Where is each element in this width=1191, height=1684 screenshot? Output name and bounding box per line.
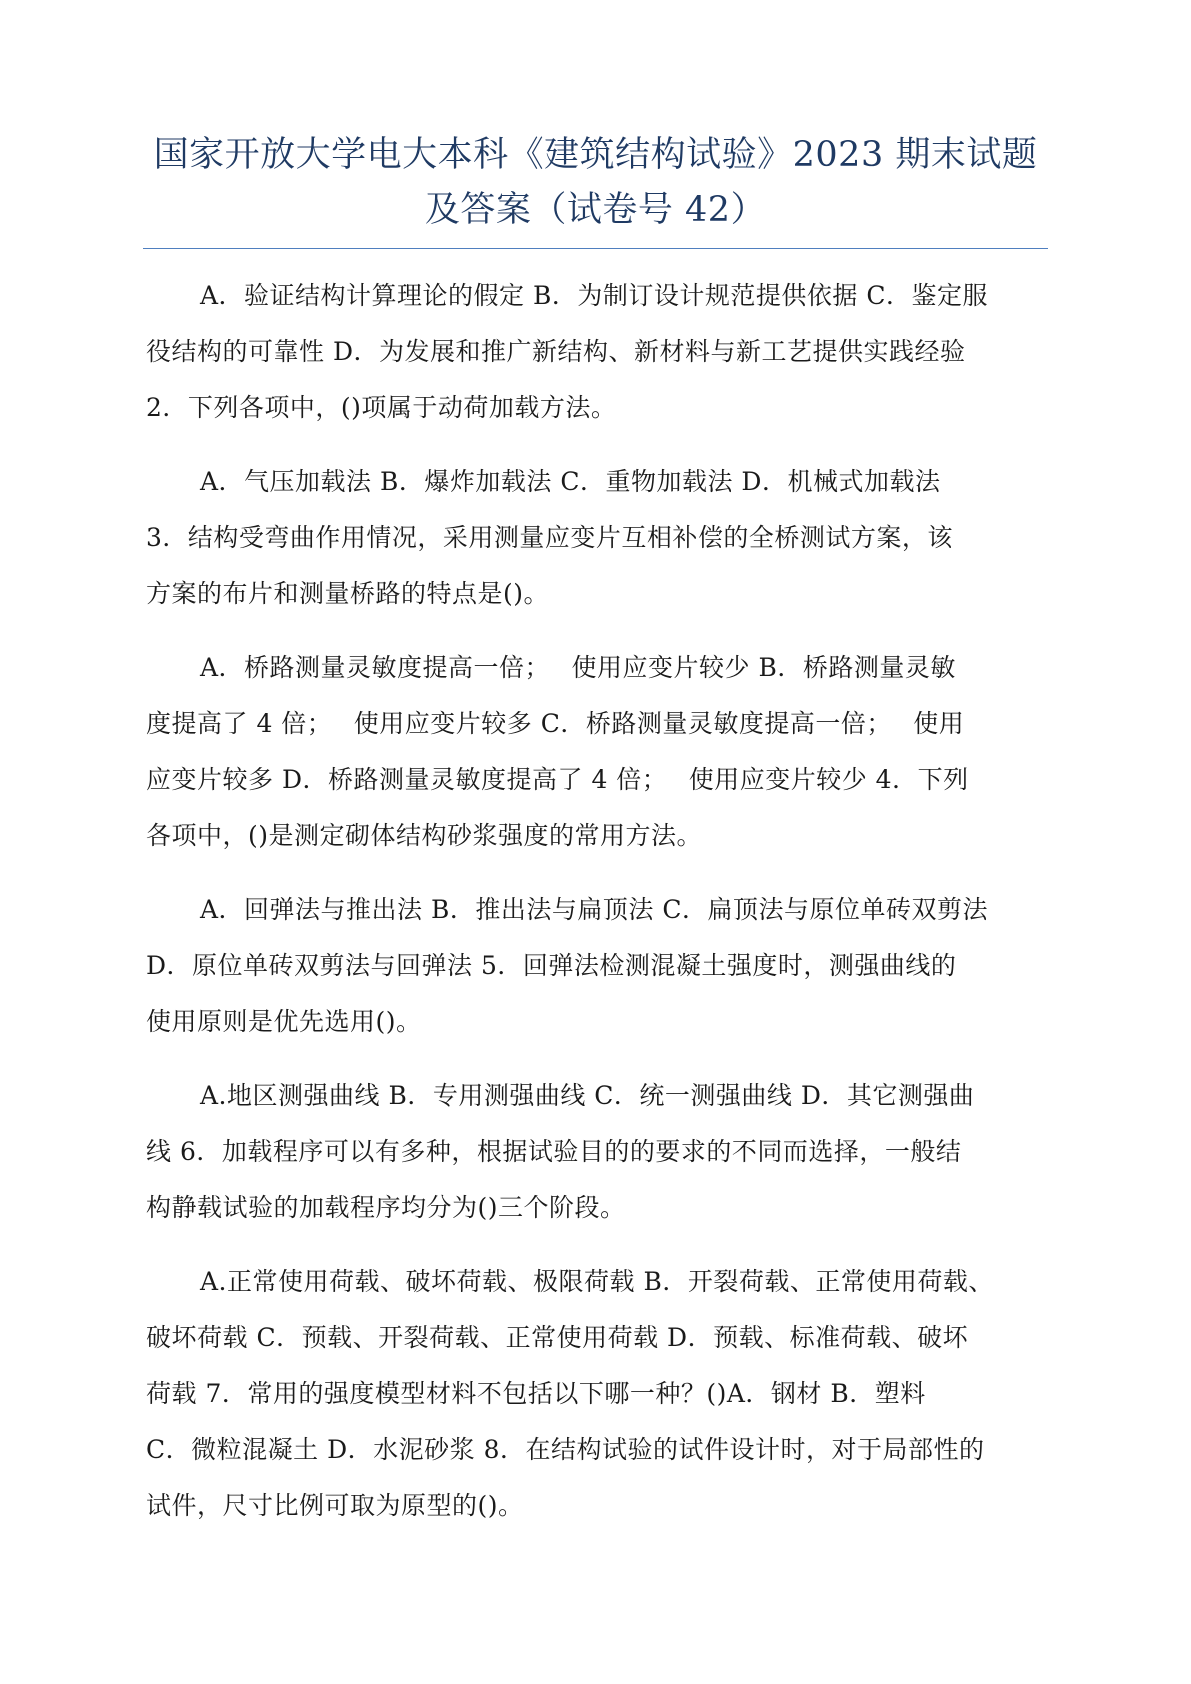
document-body <box>146 268 1071 1552</box>
text-line: 荷载 7．常用的强度模型材料不包括以下哪一种？()A．钢材 B．塑料 <box>146 1379 926 1408</box>
text-line: 度提高了 4 倍； 使用应变片较多 C．桥路测量灵敏度提高一倍； 使用 <box>146 709 965 738</box>
title-line-2: 及答案（试卷号 42） <box>424 190 767 230</box>
text-line: 方案的布片和测量桥路的特点是()。 <box>146 579 550 608</box>
title-divider <box>143 248 1048 249</box>
text-line: A．气压加载法 B．爆炸加载法 C．重物加载法 D．机械式加载法 <box>200 467 941 496</box>
text-line: 线 6．加载程序可以有多种，根据试验目的的要求的不同而选择，一般结 <box>146 1137 962 1166</box>
text-line: 3．结构受弯曲作用情况，采用测量应变片互相补偿的全桥测试方案，该 <box>146 523 953 552</box>
text-line: 各项中，()是测定砌体结构砂浆强度的常用方法。 <box>146 821 703 850</box>
paragraph-1 <box>146 268 1071 436</box>
paragraph-5 <box>146 1068 1071 1236</box>
paragraph-3 <box>146 640 1071 864</box>
text-line: A.正常使用荷载、破坏荷载、极限荷载 B．开裂荷载、正常使用荷载、 <box>200 1267 994 1296</box>
text-line: A.地区测强曲线 B．专用测强曲线 C．统一测强曲线 D．其它测强曲 <box>200 1081 975 1110</box>
text-line: 应变片较多 D．桥路测量灵敏度提高了 4 倍； 使用应变片较少 4．下列 <box>146 765 969 794</box>
text-line: C．微粒混凝土 D．水泥砂浆 8．在结构试验的试件设计时，对于局部性的 <box>146 1435 985 1464</box>
text-line: D．原位单砖双剪法与回弹法 5．回弹法检测混凝土强度时，测强曲线的 <box>146 951 957 980</box>
title-line-1: 国家开放大学电大本科《建筑结构试验》2023 期末试题 <box>153 135 1038 175</box>
paragraph-2 <box>146 454 1071 622</box>
text-line: A．回弹法与推出法 B．推出法与扁顶法 C．扁顶法与原位单砖双剪法 <box>200 895 988 924</box>
text-line: 2．下列各项中，()项属于动荷加载方法。 <box>146 393 617 422</box>
text-line: 试件，尺寸比例可取为原型的()。 <box>146 1491 524 1520</box>
text-line: 使用原则是优先选用()。 <box>146 1007 422 1036</box>
paragraph-4 <box>146 882 1071 1050</box>
paragraph-6 <box>146 1254 1071 1534</box>
text-line: 役结构的可靠性 D．为发展和推广新结构、新材料与新工艺提供实践经验 <box>146 337 966 366</box>
text-line: A．验证结构计算理论的假定 B．为制订设计规范提供依据 C．鉴定服 <box>200 281 988 310</box>
text-line: 破坏荷载 C．预载、开裂荷载、正常使用荷载 D．预载、标准荷载、破坏 <box>146 1323 969 1352</box>
text-line: 构静载试验的加载程序均分为()三个阶段。 <box>146 1193 626 1222</box>
document-title <box>120 128 1071 238</box>
text-line: A．桥路测量灵敏度提高一倍； 使用应变片较少 B．桥路测量灵敏 <box>200 653 956 682</box>
